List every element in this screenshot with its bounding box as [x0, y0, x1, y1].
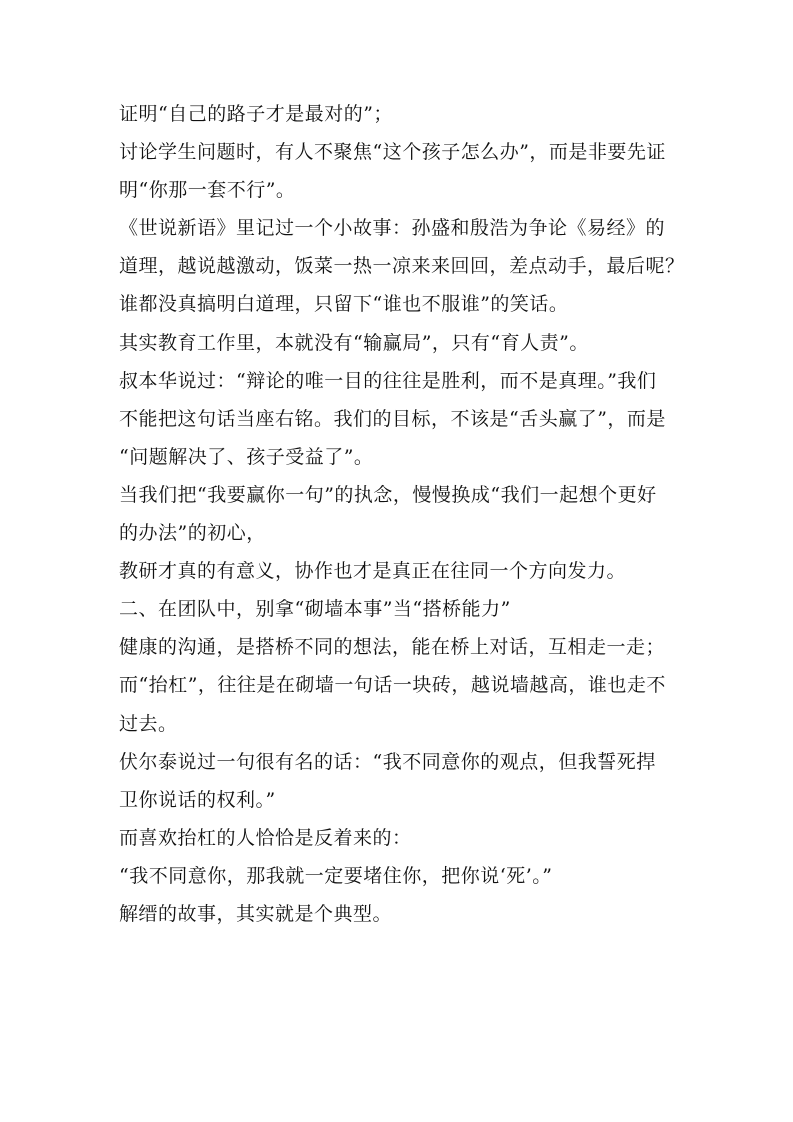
text-line: 的办法”的初心，	[119, 522, 266, 545]
text-line: 明“你那一套不行”。	[119, 179, 296, 202]
text-line: 讨论学生问题时，有人不聚焦“这个孩子怎么办”，而是非要先证	[119, 141, 666, 164]
text-line: 道理，越说越激动，饭菜一热一凉来来回回，差点动手，最后呢？	[119, 255, 685, 278]
text-line: 谁都没真搞明白道理，只留下“谁也不服谁”的笑话。	[119, 293, 569, 316]
text-line: 而“抬杠”，往往是在砌墙一句话一块砖，越说墙越高，谁也走不	[119, 674, 666, 697]
text-line: “问题解决了、孩子受益了”。	[119, 445, 374, 468]
text-line: 而喜欢抬杠的人恰恰是反着来的：	[119, 826, 412, 849]
text-line: 其实教育工作里，本就没有“输赢局”，只有“育人责”。	[119, 331, 589, 354]
text-line: 解缙的故事，其实就是个典型。	[119, 902, 393, 925]
section-heading: 二、在团队中，别拿“砌墙本事”当“搭桥能力”	[119, 598, 511, 621]
text-line: “我不同意你，那我就一定要堵住你，把你说‘死’。”	[119, 864, 553, 887]
text-line: 证明“自己的路子才是最对的”；	[119, 103, 393, 125]
text-line: 教研才真的有意义，协作也才是真正在往同一个方向发力。	[119, 560, 627, 583]
text-line: 健康的沟通，是搭桥不同的想法，能在桥上对话，互相走一走；	[119, 636, 666, 659]
text-line: 卫你说话的权利。”	[119, 788, 276, 811]
text-line: 《世说新语》里记过一个小故事：孙盛和殷浩为争论《易经》的	[119, 217, 666, 240]
text-line: 不能把这句话当座右铭。我们的目标，不该是“舌头赢了”，而是	[119, 407, 666, 430]
text-line: 叔本华说过：“辩论的唯一目的往往是胜利，而不是真理。”我们	[119, 369, 657, 392]
body-text	[119, 95, 685, 933]
text-line: 当我们把“我要赢你一句”的执念，慢慢换成“我们一起想个更好	[119, 483, 657, 506]
text-line: 伏尔泰说过一句很有名的话：“我不同意你的观点，但我誓死捍	[119, 750, 656, 773]
text-line: 过去。	[119, 712, 178, 735]
